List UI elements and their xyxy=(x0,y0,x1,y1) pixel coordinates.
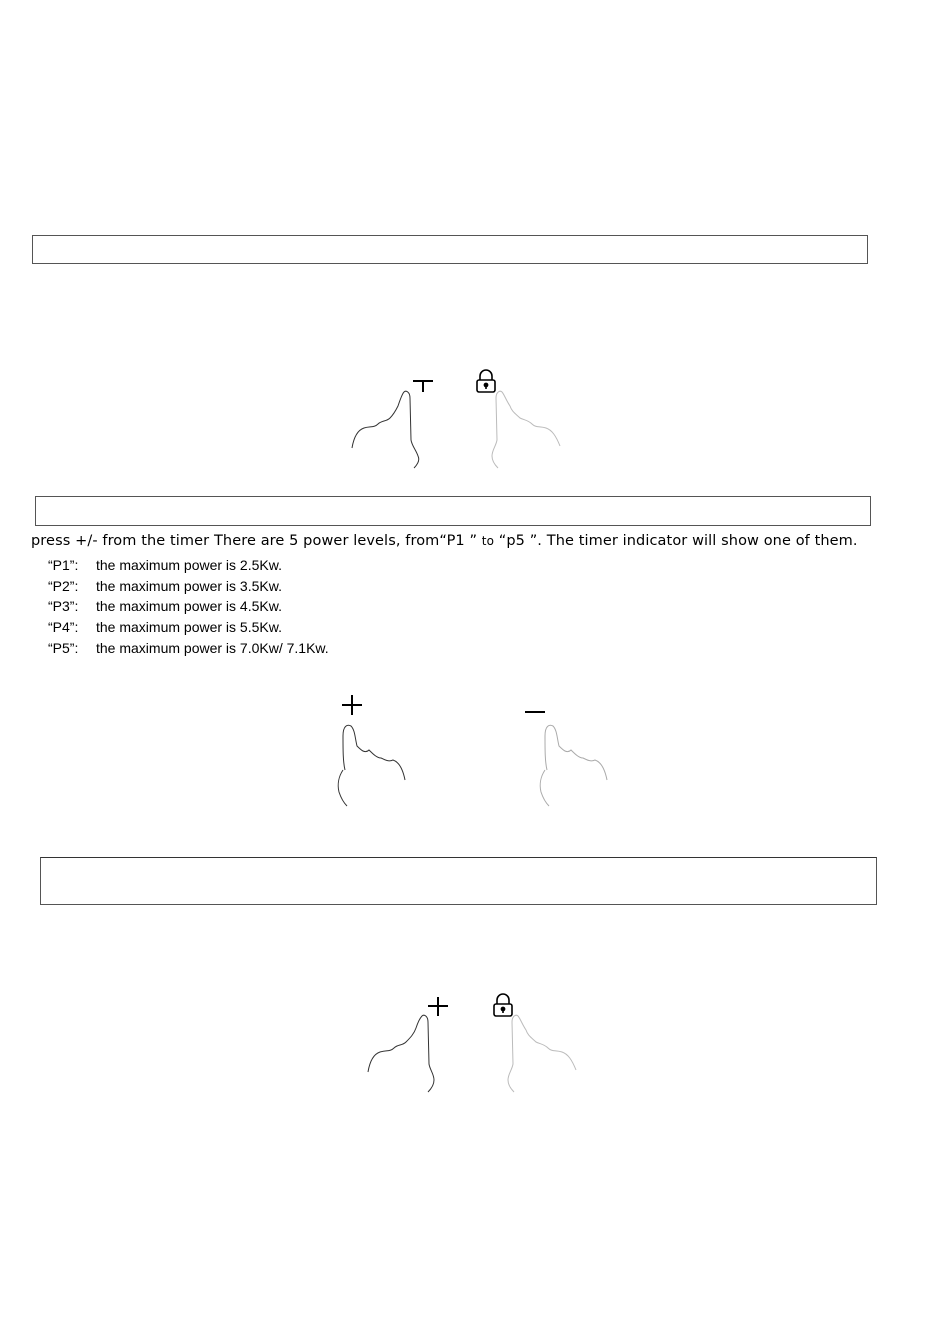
intro-text-part2: “p5 ”. The timer indicator will show one of them. xyxy=(498,533,858,549)
power-level-text: the maximum power is 7.0Kw/ 7.1Kw. xyxy=(96,640,329,656)
power-level-item xyxy=(48,598,282,614)
plus-icon xyxy=(413,381,433,392)
pressing-hand-faded-icon xyxy=(508,1015,576,1092)
power-level-item xyxy=(48,640,329,656)
power-level-code: “P1”: xyxy=(48,557,79,573)
power-level-item xyxy=(48,578,282,594)
power-level-item xyxy=(48,557,282,573)
lock-control-figure-1 xyxy=(340,360,580,475)
power-level-text: the maximum power is 4.5Kw. xyxy=(96,598,282,614)
power-level-code: “P3”: xyxy=(48,598,79,614)
lock-icon xyxy=(477,370,495,392)
section-heading-box-3 xyxy=(40,857,877,905)
power-adjust-figure xyxy=(325,688,625,813)
plus-icon xyxy=(342,695,362,715)
power-level-code: “P5”: xyxy=(48,640,79,656)
plus-icon xyxy=(428,997,448,1016)
power-level-item xyxy=(48,619,282,635)
intro-text-part1: press +/- from the timer There are 5 power levels, from“P1 ” xyxy=(31,533,478,549)
lock-control-figure-2 xyxy=(358,984,598,1099)
power-level-intro xyxy=(31,533,946,549)
power-level-text: the maximum power is 3.5Kw. xyxy=(96,578,282,594)
section-heading-box-2 xyxy=(35,496,871,526)
power-level-code: “P2”: xyxy=(48,578,79,594)
intro-text-to: to xyxy=(481,534,495,548)
power-level-text: the maximum power is 2.5Kw. xyxy=(96,557,282,573)
section-heading-box-1 xyxy=(32,235,868,264)
pressing-hand-faded-icon xyxy=(540,725,607,806)
pressing-hand-faded-icon xyxy=(492,391,560,468)
power-level-text: the maximum power is 5.5Kw. xyxy=(96,619,282,635)
power-level-code: “P4”: xyxy=(48,619,79,635)
lock-icon xyxy=(494,994,512,1016)
pressing-hand-icon xyxy=(352,391,419,468)
pressing-hand-icon xyxy=(338,725,405,806)
pressing-hand-icon xyxy=(368,1015,434,1092)
